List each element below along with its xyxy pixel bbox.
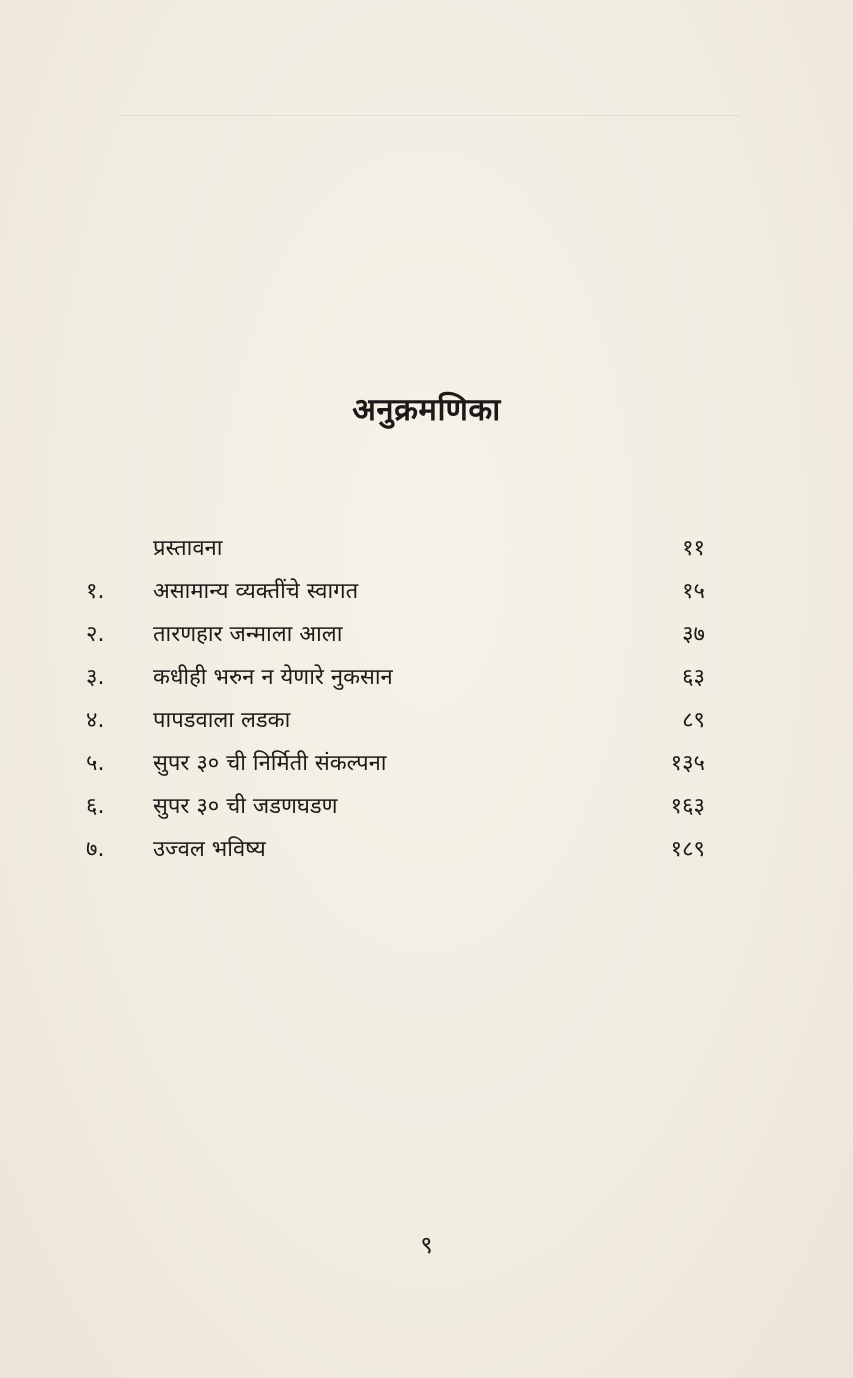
- toc-entry-title: तारणहार जन्माला आला: [153, 622, 343, 647]
- toc-entry-page: १६३: [670, 794, 705, 819]
- toc-entry: [0, 656, 853, 700]
- toc-entry: [0, 527, 853, 571]
- toc-entry-page: ६३: [682, 665, 705, 690]
- toc-entry-title: पापडवाला लडका: [153, 708, 291, 733]
- table-of-contents: [0, 527, 853, 887]
- toc-entry: [0, 742, 853, 786]
- toc-entry-number: २.: [86, 622, 105, 647]
- contents-title: अनुक्रमणिका: [352, 392, 501, 428]
- toc-entry-page: ३७: [682, 622, 705, 647]
- toc-entry-page: ८९: [682, 708, 705, 733]
- page-number: ९: [420, 1231, 433, 1259]
- toc-entry-number: ७.: [86, 837, 105, 862]
- toc-entry-number: ६.: [86, 794, 105, 819]
- toc-entry-page: १८९: [670, 837, 705, 862]
- toc-entry: [0, 828, 853, 872]
- toc-entry-number: १.: [86, 579, 105, 604]
- toc-entry: [0, 785, 853, 829]
- toc-entry-number: ३.: [86, 665, 105, 690]
- toc-entry-page: १३५: [670, 751, 705, 776]
- toc-entry-page: १५: [682, 579, 705, 604]
- toc-entry-title: सुपर ३० ची निर्मिती संकल्पना: [153, 751, 387, 776]
- toc-entry-title: प्रस्तावना: [153, 536, 223, 561]
- toc-entry: [0, 570, 853, 614]
- toc-entry-title: सुपर ३० ची जडणघडण: [153, 794, 338, 819]
- toc-entry-number: ४.: [86, 708, 105, 733]
- toc-entry-number: ५.: [86, 751, 105, 776]
- toc-entry-title: कधीही भरुन न येणारे नुकसान: [153, 665, 393, 690]
- toc-entry-title: उज्वल भविष्य: [153, 837, 266, 862]
- toc-entry: [0, 699, 853, 743]
- bleed-through-rule: [120, 115, 740, 116]
- toc-entry: [0, 613, 853, 657]
- toc-entry-page: ११: [682, 536, 705, 561]
- toc-entry-title: असामान्य व्यक्तींचे स्वागत: [153, 579, 359, 604]
